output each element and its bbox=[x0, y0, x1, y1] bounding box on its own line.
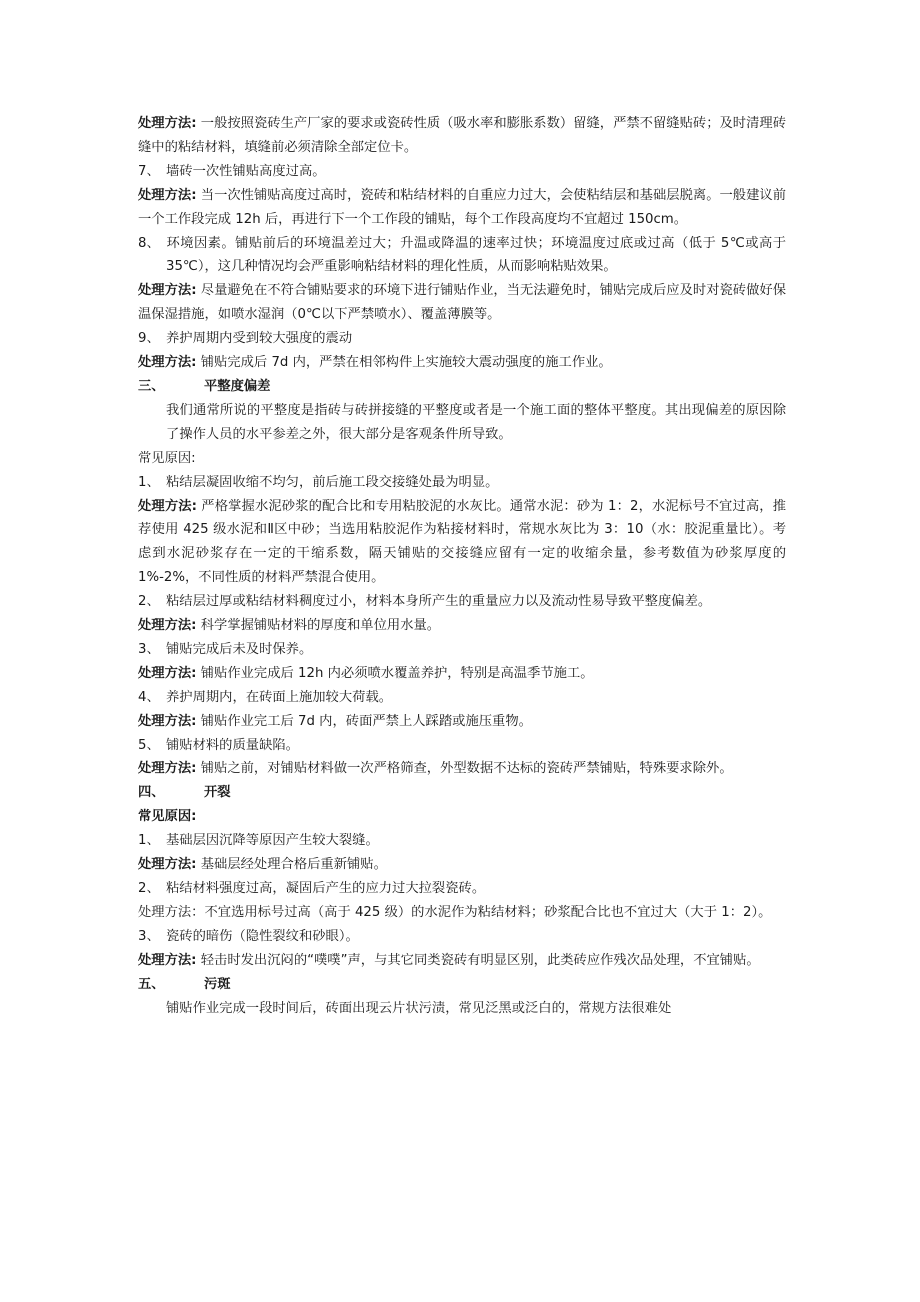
paragraph bbox=[138, 662, 786, 686]
section-title: 开裂 bbox=[204, 785, 231, 801]
list-item bbox=[138, 232, 786, 280]
paragraph bbox=[138, 279, 786, 327]
list-item bbox=[138, 327, 786, 351]
section-heading bbox=[138, 781, 786, 805]
paragraph bbox=[138, 495, 786, 591]
item-text: 粘结层凝固收缩不均匀，前后施工段交接缝处最为明显。 bbox=[166, 474, 499, 490]
method-text: 科学掌握铺贴材料的厚度和单位用水量。 bbox=[196, 618, 441, 634]
item-number: 9、 bbox=[138, 331, 160, 347]
method-label: 处理方法: bbox=[138, 498, 197, 514]
list-item bbox=[138, 925, 786, 949]
item-number: 5、 bbox=[138, 737, 160, 753]
section-title: 平整度偏差 bbox=[204, 378, 271, 394]
item-text: 养护周期内，在砖面上施加较大荷载。 bbox=[166, 689, 393, 705]
item-text: 环境因素。铺贴前后的环境温差过大；升温或降温的速率过快；环境温度过底或过高（低于 5℃或高于 35℃），这几种情况均会严重影响粘结材料的理化性质，从而影响粘贴效果。 bbox=[166, 235, 786, 275]
item-number: 8、 bbox=[138, 235, 160, 251]
section-heading bbox=[138, 375, 786, 399]
common-causes-label: 常见原因: bbox=[138, 450, 196, 466]
method-text: 一般按照瓷砖生产厂家的要求或瓷砖性质（吸水率和膨胀系数）留缝，严禁不留缝贴砖；及时清理砖缝中的粘结材料，填缝前必须清除全部定位卡。 bbox=[138, 116, 786, 155]
section-intro: 我们通常所说的平整度是指砖与砖拼接缝的平整度或者是一个施工面的整体平整度。其出现偏差的原因除了操作人员的水平参差之外，很大部分是客观条件所导致。 bbox=[166, 402, 786, 442]
item-text: 铺贴材料的质量缺陷。 bbox=[166, 737, 299, 753]
item-number: 1、 bbox=[138, 474, 160, 490]
section-title: 污斑 bbox=[204, 976, 231, 992]
section-number: 四、 bbox=[138, 785, 165, 801]
method-text: 铺贴之前，对铺贴材料做一次严格筛查，外型数据不达标的瓷砖严禁铺贴，特殊要求除外。 bbox=[196, 761, 733, 777]
item-number: 2、 bbox=[138, 881, 160, 896]
list-item bbox=[138, 160, 786, 184]
method-text: 当一次性铺贴高度过高时，瓷砖和粘结材料的自重应力过大，会使粘结层和基础层脱离。一般建议前一个工作段完成 12h 后，再进行下一个工作段的铺贴，每个工作段高度均不宜超过 150cm。 bbox=[138, 187, 786, 227]
item-number: 4、 bbox=[138, 689, 160, 705]
item-text: 粘结材料强度过高，凝固后产生的应力过大拉裂瓷砖。 bbox=[166, 881, 486, 896]
list-item bbox=[138, 734, 786, 758]
paragraph bbox=[138, 853, 786, 877]
paragraph bbox=[138, 614, 786, 638]
method-label: 处理方法: bbox=[138, 618, 197, 634]
method-text: 严格掌握水泥砂浆的配合比和专用粘胶泥的水灰比。通常水泥：砂为 1：2，水泥标号不宜过高，推荐使用 425 级水泥和Ⅱ区中砂；当选用粘胶泥作为粘接材料时，常规水灰比为 3：10（水：胶泥重量比）。考虑到水泥砂浆存在一定的干缩系数，隔天铺贴的交接缝应留有一定的收缩余量，参考数值为砂浆厚度的 1%-2%，不同性质的材料严禁混合使用。 bbox=[138, 498, 786, 586]
section-number: 三、 bbox=[138, 378, 165, 394]
paragraph bbox=[138, 351, 786, 375]
item-number: 1、 bbox=[138, 833, 160, 849]
list-item bbox=[138, 877, 786, 901]
paragraph bbox=[138, 757, 786, 781]
paragraph bbox=[138, 710, 786, 734]
item-number: 7、 bbox=[138, 163, 160, 179]
method-label: 处理方法: bbox=[138, 116, 197, 131]
item-number: 3、 bbox=[138, 928, 160, 944]
list-item bbox=[138, 471, 786, 495]
paragraph bbox=[138, 949, 786, 973]
method-label: 处理方法: bbox=[138, 187, 197, 203]
paragraph: 处理方法：不宜选用标号过高（高于 425 级）的水泥作为粘结材料；砂浆配合比也不宜过大（大于 1：2）。 bbox=[138, 904, 772, 920]
section-heading bbox=[138, 973, 786, 997]
section-number: 五、 bbox=[138, 976, 165, 992]
method-label: 处理方法: bbox=[138, 713, 197, 729]
common-causes-label: 常见原因: bbox=[138, 809, 197, 825]
item-text: 养护周期内受到较大强度的震动 bbox=[166, 331, 353, 347]
item-number: 2、 bbox=[138, 594, 160, 610]
method-label: 处理方法: bbox=[138, 665, 197, 681]
method-label: 处理方法: bbox=[138, 761, 197, 777]
method-text: 基础层经处理合格后重新铺贴。 bbox=[196, 857, 387, 873]
list-item bbox=[138, 829, 786, 853]
list-item bbox=[138, 590, 786, 614]
method-text: 铺贴完成后 7d 内，严禁在相邻构件上实施较大震动强度的施工作业。 bbox=[196, 355, 612, 371]
paragraph bbox=[138, 184, 786, 232]
method-label: 处理方法: bbox=[138, 355, 197, 371]
method-label: 处理方法: bbox=[138, 952, 197, 968]
method-text: 尽量避免在不符合铺贴要求的环境下进行铺贴作业，当无法避免时，铺贴完成后应及时对瓷砖做好保温保湿措施，如喷水湿润（0℃以下严禁喷水）、覆盖薄膜等。 bbox=[138, 283, 786, 323]
document-page bbox=[138, 112, 786, 1020]
method-label: 处理方法: bbox=[138, 857, 197, 873]
section-intro: 铺贴作业完成一段时间后，砖面出现云片状污渍，常见泛黑或泛白的，常规方法很难处 bbox=[166, 1000, 672, 1016]
method-text: 铺贴作业完工后 7d 内，砖面严禁上人踩踏或施压重物。 bbox=[196, 713, 532, 729]
item-text: 基础层因沉降等原因产生较大裂缝。 bbox=[166, 833, 379, 849]
item-number: 3、 bbox=[138, 641, 160, 657]
item-text: 粘结层过厚或粘结材料稠度过小，材料本身所产生的重量应力以及流动性易导致平整度偏差。 bbox=[166, 594, 712, 610]
method-text: 轻击时发出沉闷的“噗噗”声，与其它同类瓷砖有明显区别，此类砖应作残次品处理，不宜铺贴。 bbox=[196, 952, 760, 968]
item-text: 瓷砖的暗伤（隐性裂纹和砂眼）。 bbox=[166, 928, 359, 944]
method-text: 铺贴作业完成后 12h 内必须喷水覆盖养护，特别是高温季节施工。 bbox=[196, 665, 594, 681]
item-text: 墙砖一次性铺贴高度过高。 bbox=[166, 163, 326, 179]
item-text: 铺贴完成后未及时保养。 bbox=[166, 641, 313, 657]
list-item bbox=[138, 638, 786, 662]
paragraph bbox=[138, 112, 786, 160]
method-label: 处理方法: bbox=[138, 283, 197, 299]
list-item bbox=[138, 686, 786, 710]
